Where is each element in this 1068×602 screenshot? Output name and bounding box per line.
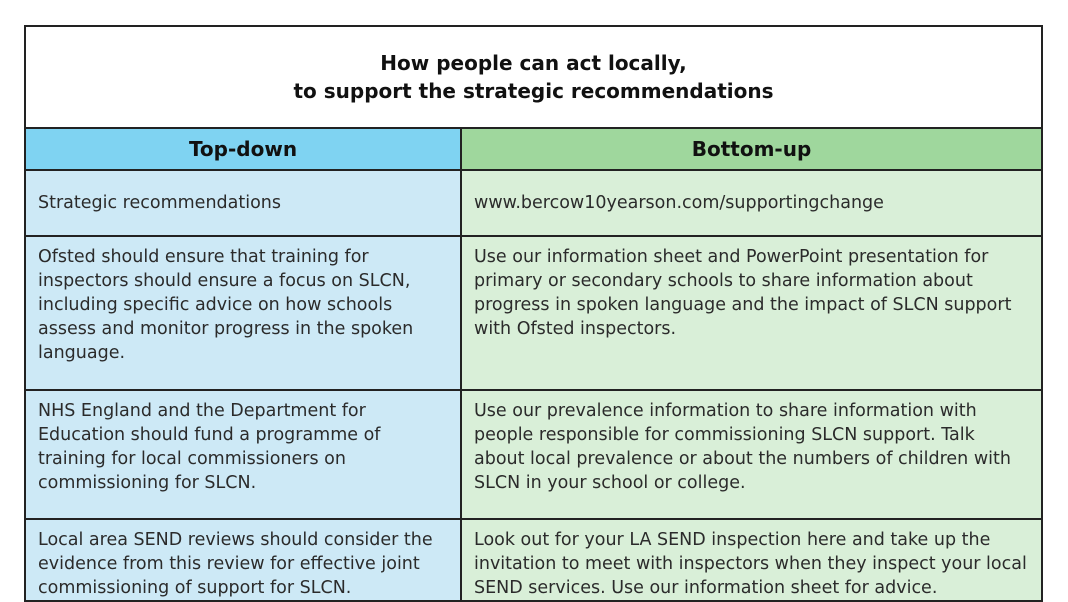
- header-bottom-up: Bottom-up: [462, 129, 1041, 169]
- table-row: [26, 237, 1041, 391]
- recommendations-table: [24, 25, 1043, 602]
- bottom-up-cell: Use our information sheet and PowerPoint presentation for primary or secondary schools to share information about progress in spoken language and the impact of SLCN support with Ofsted inspectors.: [462, 237, 1041, 389]
- table-header-row: [26, 129, 1041, 171]
- top-down-cell: Ofsted should ensure that training for inspectors should ensure a focus on SLCN, including specific advice on how schools assess and monitor progress in the spoken language.: [26, 237, 462, 389]
- bottom-up-cell: Use our prevalence information to share information with people responsible for commissioning SLCN support. Talk about local prevalence or about the numbers of children with SLCN in your school or college.: [462, 391, 1041, 518]
- top-down-cell: Local area SEND reviews should consider the evidence from this review for effective joint commissioning of support for SLCN.: [26, 520, 462, 600]
- bottom-up-cell: Look out for your LA SEND inspection here and take up the invitation to meet with inspectors when they inspect your local SEND services. Use our information sheet for advice.: [462, 520, 1041, 600]
- table-row: [26, 171, 1041, 237]
- table-row: [26, 520, 1041, 602]
- top-down-cell: Strategic recommendations: [26, 171, 462, 235]
- table-title-line-2: to support the strategic recommendations: [293, 79, 774, 103]
- table-title: [26, 27, 1041, 129]
- table-title-line-1: How people can act locally,: [380, 51, 687, 75]
- table-row: [26, 391, 1041, 520]
- top-down-cell: NHS England and the Department for Education should fund a programme of training for local commissioners on commissioning for SLCN.: [26, 391, 462, 518]
- bottom-up-cell-link[interactable]: www.bercow10yearson.com/supportingchange: [462, 171, 1041, 235]
- header-top-down: Top-down: [26, 129, 462, 169]
